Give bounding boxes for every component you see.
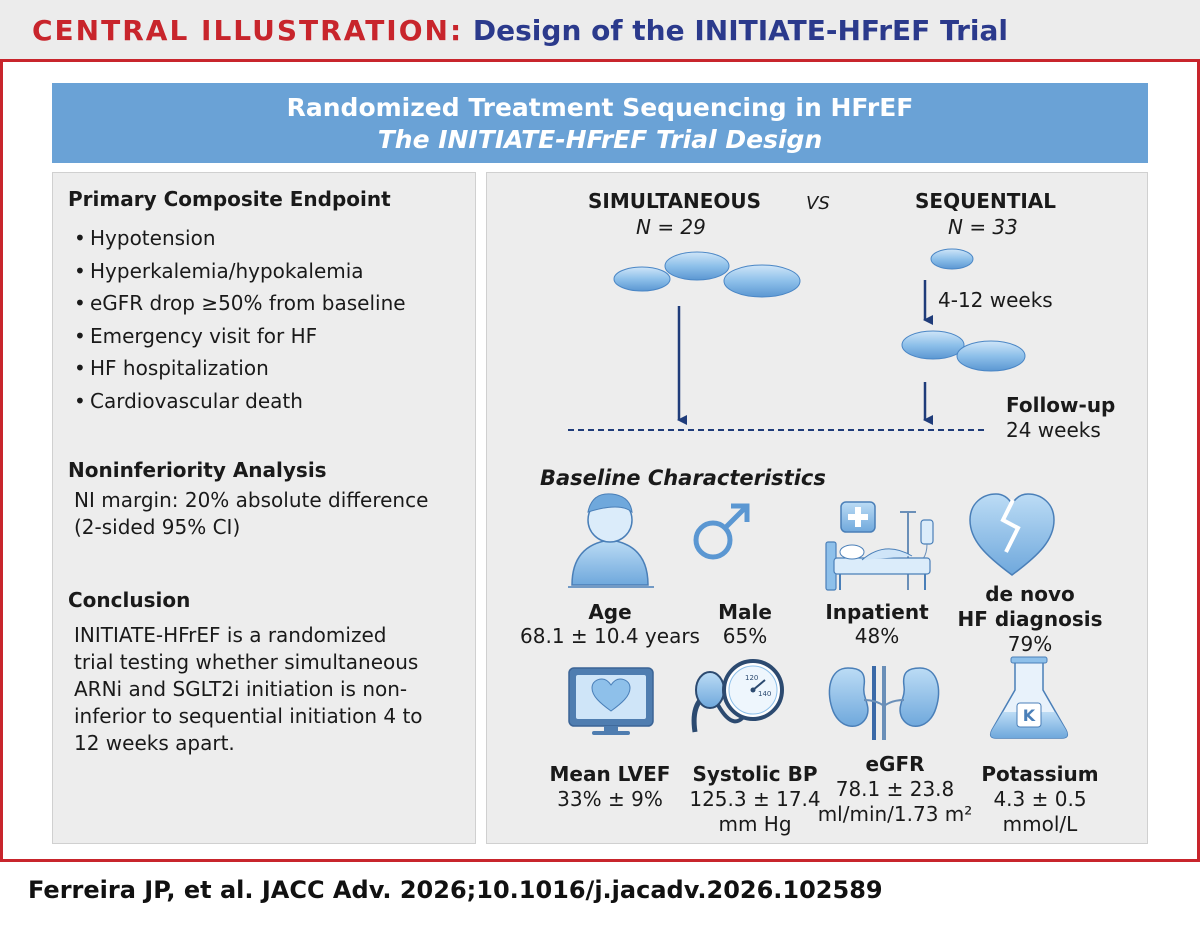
followup-label: Follow-up xyxy=(1006,393,1116,417)
egfr-stat: eGFR 78.1 ± 23.8 ml/min/1.73 m² xyxy=(817,752,973,826)
kidneys-icon xyxy=(829,666,938,740)
gauge-tick-120: 120 xyxy=(745,674,759,682)
blood-pressure-gauge-icon xyxy=(694,661,782,732)
person-icon xyxy=(568,494,654,587)
age-stat: Age 68.1 ± 10.4 years xyxy=(520,600,700,648)
systolic-bp-stat: Systolic BP 125.3 ± 17.4 mm Hg xyxy=(689,762,821,836)
conclusion-heading: Conclusion xyxy=(68,588,191,612)
denovo-stat: de novo HF diagnosis 79% xyxy=(957,582,1103,656)
banner-subtitle: The INITIATE-HFrEF Trial Design xyxy=(377,125,823,154)
ni-text: NI margin: 20% absolute difference (2-sided 95% CI) xyxy=(74,488,429,539)
list-item: • HF hospitalization xyxy=(74,356,269,380)
baseline-heading: Baseline Characteristics xyxy=(540,466,826,490)
sequential-pill-icon xyxy=(931,249,973,269)
lvef-stat: Mean LVEF 33% ± 9% xyxy=(549,762,671,811)
citation: Ferreira JP, et al. JACC Adv. 2026;10.1016/j.jacadv.2026.102589 xyxy=(28,876,883,904)
list-item: • Emergency visit for HF xyxy=(74,323,318,348)
vs-label: VS xyxy=(806,193,830,214)
potassium-flask-icon xyxy=(991,657,1068,738)
conclusion-text: INITIATE-HFrEF is a randomized trial testing whether simultaneous ARNi and SGLT2i initiation is non- inferior to sequential initiation 4 to 12 weeks apart. xyxy=(74,623,423,755)
simultaneous-label: SIMULTANEOUS xyxy=(588,189,762,213)
sequential-pills-icon xyxy=(902,331,1025,371)
list-item: • Hyperkalemia/hypokalemia xyxy=(74,258,364,283)
title-lead: CENTRAL ILLUSTRATION: xyxy=(32,14,464,47)
sequential-label: SEQUENTIAL xyxy=(915,189,1057,213)
potassium-stat: Potassium 4.3 ± 0.5 mmol/L xyxy=(981,762,1099,836)
list-item: • Cardiovascular death xyxy=(74,388,303,413)
monitor-heart-icon xyxy=(569,668,653,735)
simultaneous-pills-icon xyxy=(614,252,800,297)
male-symbol-icon xyxy=(696,506,747,557)
hospital-bed-icon xyxy=(826,502,933,590)
gauge-tick-140: 140 xyxy=(758,690,772,698)
title-rest: Design of the INITIATE-HFrEF Trial xyxy=(472,14,1008,47)
male-stat: Male 65% xyxy=(718,600,772,648)
followup-duration: 24 weeks xyxy=(1006,418,1101,442)
endpoint-heading: Primary Composite Endpoint xyxy=(68,187,391,211)
list-item: • Hypotension xyxy=(74,226,216,250)
interval-label: 4-12 weeks xyxy=(938,288,1053,312)
simultaneous-n: N = 29 xyxy=(636,215,706,239)
inpatient-stat: Inpatient 48% xyxy=(825,600,929,648)
list-item: • eGFR drop ≥50% from baseline xyxy=(74,291,406,315)
potassium-letter: K xyxy=(1022,706,1036,725)
sequential-n: N = 33 xyxy=(948,215,1018,239)
banner-title: Randomized Treatment Sequencing in HFrEF xyxy=(286,93,914,122)
broken-heart-icon xyxy=(970,494,1054,575)
ni-heading: Noninferiority Analysis xyxy=(68,458,327,482)
